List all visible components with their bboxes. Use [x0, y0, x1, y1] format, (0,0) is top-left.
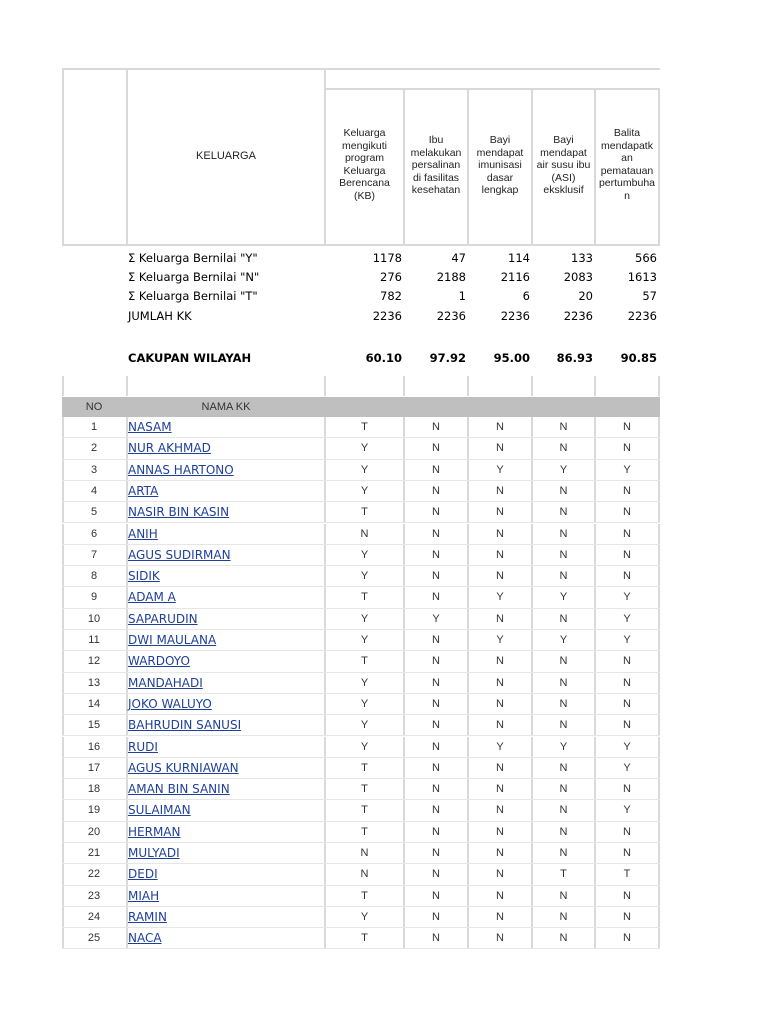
summary-value: 2236: [372, 309, 402, 323]
family-name-link[interactable]: ANNAS HARTONO: [128, 462, 234, 477]
summary-value: 2236: [436, 309, 466, 323]
cakupan-value: 90.85: [620, 351, 657, 365]
family-name-link[interactable]: SULAIMAN: [128, 803, 191, 818]
indicator-value: N: [559, 783, 568, 796]
column-header-line: Balita: [613, 127, 641, 139]
indicator-value: N: [496, 761, 504, 774]
row-number: 24: [87, 910, 101, 923]
indicator-value: N: [432, 655, 440, 668]
indicator-value: N: [432, 442, 440, 455]
indicator-value: Y: [496, 463, 504, 476]
indicator-value: T: [560, 868, 567, 881]
indicator-value: N: [496, 655, 504, 668]
indicator-value: Y: [623, 804, 631, 817]
column-header-line: kesehatan: [411, 184, 461, 197]
column-header-nama: NAMA KK: [201, 401, 251, 413]
summary-value: 2116: [500, 270, 530, 284]
indicator-value: Y: [360, 634, 369, 646]
indicator-value: Y: [360, 676, 369, 689]
indicator-value: N: [432, 910, 440, 923]
indicator-value: Y: [360, 442, 369, 455]
indicator-value: Y: [496, 634, 504, 646]
indicator-value: N: [496, 506, 504, 519]
indicator-value: N: [432, 740, 440, 753]
indicator-value: N: [432, 761, 440, 774]
indicator-value: N: [623, 719, 631, 732]
indicator-value: Y: [623, 761, 631, 774]
family-name-link[interactable]: RAMIN: [128, 909, 167, 924]
indicator-value: N: [496, 421, 504, 433]
row-number: 14: [87, 697, 101, 710]
row-number: 19: [87, 804, 101, 817]
indicator-value: N: [559, 761, 568, 774]
indicator-value: N: [559, 548, 568, 561]
indicator-value: N: [432, 932, 440, 945]
table-row: [62, 417, 660, 438]
grid-line: [658, 800, 660, 820]
family-name-link[interactable]: AGUS KURNIAWAN: [128, 760, 239, 775]
row-number: 8: [90, 570, 98, 583]
indicator-value: N: [559, 506, 568, 519]
column-header-line: Berencana: [339, 177, 390, 190]
family-name-link[interactable]: SIDIK: [128, 569, 160, 584]
indicator-value: N: [496, 527, 504, 540]
grid-line: [658, 907, 660, 927]
column-header-no: NO: [85, 401, 103, 413]
indicator-value: N: [559, 421, 568, 433]
indicator-value: N: [432, 783, 440, 796]
family-name-link[interactable]: ANIH: [128, 526, 158, 541]
cakupan-value: 60.10: [365, 351, 402, 365]
row-number: 10: [87, 612, 101, 625]
family-name-link[interactable]: JOKO WALUYO: [128, 696, 212, 711]
table-row: [62, 673, 660, 694]
summary-value: 2236: [500, 309, 530, 323]
indicator-value: N: [432, 570, 440, 583]
indicator-value: N: [432, 463, 440, 476]
summary-value: 566: [635, 251, 657, 265]
row-number: 4: [90, 484, 98, 497]
summary-row: [62, 267, 660, 287]
row-number: 7: [90, 548, 98, 561]
indicator-value: N: [559, 804, 568, 817]
column-header-line: Keluarga: [343, 127, 386, 139]
row-number: 16: [87, 740, 101, 753]
family-name-link[interactable]: AGUS SUDIRMAN: [128, 547, 231, 562]
indicator-value: N: [559, 910, 568, 923]
table-row: [62, 800, 660, 821]
table-row: [62, 587, 660, 608]
indicator-value: N: [496, 570, 504, 583]
indicator-value: T: [361, 591, 368, 604]
indicator-value: N: [559, 570, 568, 583]
row-number: 1: [90, 421, 98, 433]
table-row: [62, 566, 660, 587]
indicator-value: N: [623, 932, 631, 945]
grid-line: [658, 502, 660, 522]
indicator-value: N: [432, 676, 440, 689]
indicator-value: N: [559, 442, 568, 455]
family-name-link[interactable]: RUDI: [128, 739, 158, 754]
grid-line: [658, 460, 660, 480]
indicator-value: N: [432, 506, 440, 519]
grid-line: [658, 864, 660, 884]
indicator-value: Y: [559, 740, 568, 753]
row-number: 3: [90, 463, 98, 476]
indicator-value: N: [623, 910, 631, 923]
indicator-value: N: [432, 868, 440, 881]
column-header-line: program: [344, 152, 385, 165]
grid-line: [658, 822, 660, 842]
indicator-value: N: [432, 484, 440, 497]
indicator-value: N: [432, 548, 440, 561]
grid-line: [658, 737, 660, 757]
indicator-value: N: [496, 804, 504, 817]
grid-line: [658, 715, 660, 735]
column-header-1: [326, 127, 403, 203]
summary-value: 1613: [627, 270, 657, 284]
indicator-value: Y: [559, 463, 568, 476]
column-header-line: n: [624, 189, 630, 202]
column-header-line: dasar: [486, 171, 514, 184]
column-header-line: Bayi: [489, 134, 511, 146]
grid-line: [658, 630, 660, 650]
indicator-value: T: [361, 889, 368, 902]
table-row: [62, 460, 660, 481]
summary-value: 782: [380, 289, 402, 303]
indicator-value: N: [432, 719, 440, 732]
summary-value: 6: [522, 289, 530, 303]
table-row: [62, 481, 660, 502]
column-header-line: Keluarga: [343, 164, 386, 177]
summary-value: 276: [380, 270, 402, 284]
indicator-value: N: [432, 804, 440, 817]
table-row: [62, 524, 660, 545]
grid-line: [658, 481, 660, 501]
header-block: [62, 68, 660, 246]
column-header-line: mendapat: [476, 146, 524, 159]
row-number: 17: [87, 761, 101, 774]
column-header-line: mendapat: [540, 146, 587, 159]
indicator-value: T: [361, 421, 368, 433]
row-number: 18: [87, 783, 101, 796]
grid-line: [658, 609, 660, 629]
indicator-value: Y: [623, 634, 631, 646]
indicator-value: Y: [360, 740, 369, 753]
row-number: 20: [87, 825, 101, 838]
indicator-value: Y: [559, 634, 568, 646]
cakupan-row: [62, 348, 660, 368]
column-header-line: air susu ibu: [536, 159, 591, 172]
table-row: [62, 758, 660, 779]
column-header-line: an: [621, 152, 633, 165]
indicator-value: N: [496, 847, 504, 859]
family-name-link[interactable]: MULYADI: [128, 846, 180, 860]
indicator-value: Y: [360, 910, 369, 923]
family-name-link[interactable]: WARDOYO: [128, 654, 190, 669]
grid-line: [658, 417, 660, 437]
column-header-line: persalinan: [411, 159, 461, 172]
indicator-value: N: [623, 506, 631, 519]
table-row: [62, 651, 660, 672]
indicator-value: N: [360, 847, 369, 859]
family-name-link[interactable]: NASAM: [128, 420, 172, 434]
indicator-value: N: [623, 484, 631, 497]
indicator-value: N: [623, 676, 631, 689]
indicator-value: N: [623, 442, 631, 455]
grid-line: [658, 587, 660, 607]
cakupan-value: 95.00: [493, 351, 530, 365]
table-row: [62, 928, 660, 949]
summary-value: 1178: [372, 251, 402, 265]
summary-value: 47: [451, 251, 466, 265]
indicator-value: N: [623, 570, 631, 583]
grid-line: [658, 758, 660, 778]
grid-line: [658, 545, 660, 565]
indicator-value: N: [623, 655, 631, 668]
row-number: 2: [90, 442, 98, 455]
indicator-value: N: [432, 697, 440, 710]
column-header-line: lengkap: [481, 184, 519, 197]
family-name-link[interactable]: MANDAHADI: [128, 675, 203, 690]
indicator-value: N: [559, 676, 568, 689]
summary-row: [62, 286, 660, 306]
row-number: 25: [87, 932, 101, 945]
indicator-value: Y: [496, 591, 504, 604]
grid-line: [658, 566, 660, 586]
table-row: [62, 822, 660, 843]
table-row: [62, 715, 660, 736]
summary-row: [62, 248, 660, 268]
indicator-value: N: [559, 825, 568, 838]
column-header-line: mengikuti: [342, 139, 387, 152]
family-name-link[interactable]: DEDI: [128, 867, 158, 882]
summary-label: Σ Keluarga Bernilai "N": [128, 270, 260, 284]
indicator-value: Y: [559, 591, 568, 604]
summary-value: 57: [642, 289, 657, 303]
indicator-value: Y: [360, 463, 369, 476]
indicator-value: N: [496, 889, 504, 902]
keluarga-label: KELUARGA: [196, 150, 256, 162]
indicator-value: N: [360, 868, 369, 881]
indicator-value: T: [361, 932, 368, 945]
indicator-value: N: [432, 825, 440, 838]
column-header-line: mendapatk: [601, 139, 653, 152]
indicator-value: N: [623, 548, 631, 561]
summary-value: 1: [458, 289, 466, 303]
grid-line: [658, 651, 660, 671]
row-number: 6: [90, 527, 98, 540]
indicator-value: Y: [360, 612, 369, 625]
column-header-line: (ASI): [551, 171, 576, 184]
indicator-value: N: [559, 932, 568, 945]
indicator-value: N: [432, 889, 440, 902]
summary-row: [62, 306, 660, 326]
grid-line: [658, 524, 660, 544]
column-header-4: [533, 134, 594, 197]
indicator-value: N: [559, 655, 568, 668]
column-header-3: [469, 134, 531, 197]
indicator-value: Y: [360, 484, 369, 497]
column-header-line: Ibu: [428, 134, 444, 146]
indicator-value: N: [623, 421, 631, 433]
table-row: [62, 843, 660, 864]
table-row: [62, 779, 660, 800]
cakupan-value: 86.93: [556, 351, 593, 365]
indicator-value: N: [559, 612, 568, 625]
indicator-value: T: [361, 761, 368, 774]
indicator-value: Y: [623, 740, 631, 753]
indicator-value: Y: [623, 612, 631, 625]
family-name-link[interactable]: HERMAN: [128, 824, 181, 839]
indicator-value: N: [432, 847, 440, 859]
family-name-link[interactable]: NUR AKHMAD: [128, 441, 211, 456]
family-name-link[interactable]: AMAN BIN SANIN: [128, 782, 230, 797]
indicator-value: N: [559, 889, 568, 902]
indicator-value: Y: [623, 463, 631, 476]
indicator-value: N: [496, 910, 504, 923]
row-number: 21: [87, 847, 101, 859]
cakupan-value: 97.92: [429, 351, 466, 365]
column-header-line: pertumbuha: [598, 177, 656, 190]
grid-line: [658, 843, 660, 863]
indicator-value: N: [623, 825, 631, 838]
indicator-value: N: [559, 697, 568, 710]
family-name-link[interactable]: ARTA: [128, 483, 159, 498]
family-name-link[interactable]: NACA: [128, 931, 162, 946]
family-name-link[interactable]: ADAM A: [128, 590, 176, 605]
indicator-value: N: [496, 697, 504, 710]
table-row: [62, 737, 660, 758]
indicator-value: N: [623, 697, 631, 710]
row-number: 23: [87, 889, 101, 902]
row-number: 9: [90, 591, 98, 604]
table-row: [62, 609, 660, 630]
column-header-line: di fasilitas: [412, 171, 460, 184]
row-number: 11: [88, 634, 100, 646]
summary-label: Σ Keluarga Bernilai "T": [128, 289, 258, 303]
column-header-line: (KB): [354, 189, 375, 202]
indicator-value: Y: [360, 548, 369, 561]
table-row: [62, 502, 660, 523]
grid-line: [658, 673, 660, 693]
row-number: 13: [87, 676, 101, 689]
summary-value: 114: [508, 251, 530, 265]
indicator-value: T: [361, 825, 368, 838]
indicator-value: T: [361, 804, 368, 817]
indicator-value: N: [360, 527, 369, 540]
column-header-line: Bayi: [553, 134, 574, 146]
family-name-link[interactable]: MIAH: [128, 888, 160, 903]
indicator-value: Y: [360, 719, 369, 732]
grid-line: [658, 928, 660, 948]
table-row: [62, 864, 660, 885]
summary-value: 2188: [436, 270, 466, 284]
row-number: 22: [87, 868, 101, 881]
table-row: [62, 630, 660, 651]
indicator-value: N: [623, 527, 631, 540]
column-header-2: [405, 134, 467, 197]
indicator-value: N: [496, 719, 504, 732]
indicator-value: N: [496, 825, 504, 838]
column-header-line: pematauan: [600, 164, 654, 177]
indicator-value: N: [623, 783, 631, 796]
indicator-value: N: [496, 612, 504, 625]
indicator-value: N: [496, 442, 504, 455]
column-header-line: imunisasi: [478, 159, 522, 172]
indicator-value: N: [559, 527, 568, 540]
column-header-5: [596, 127, 658, 203]
table-row: [62, 438, 660, 459]
indicator-value: N: [432, 421, 440, 433]
indicator-value: N: [623, 847, 631, 859]
indicator-value: N: [432, 591, 440, 604]
indicator-value: N: [496, 868, 504, 881]
indicator-value: N: [559, 847, 568, 859]
summary-value: 20: [578, 289, 593, 303]
indicator-value: N: [432, 634, 440, 646]
family-name-link[interactable]: BAHRUDIN SANUSI: [128, 718, 242, 733]
indicator-value: T: [361, 655, 368, 668]
indicator-value: Y: [360, 697, 369, 710]
indicator-value: N: [496, 548, 504, 561]
grid-line: [658, 438, 660, 458]
table-row: [62, 907, 660, 928]
indicator-value: Y: [432, 612, 440, 625]
summary-value: 2236: [627, 309, 657, 323]
family-name-link[interactable]: DWI MAULANA: [128, 633, 217, 647]
table-row: [62, 694, 660, 715]
column-header-line: eksklusif: [543, 184, 584, 197]
row-number: 15: [87, 719, 101, 732]
indicator-value: N: [496, 676, 504, 689]
indicator-value: N: [496, 932, 504, 945]
indicator-value: N: [432, 527, 440, 540]
summary-label: JUMLAH KK: [128, 309, 192, 323]
indicator-value: T: [361, 783, 368, 796]
column-header-line: melakukan: [410, 146, 462, 159]
summary-value: 2083: [563, 270, 593, 284]
indicator-value: N: [623, 889, 631, 902]
summary-value: 133: [571, 251, 593, 265]
summary-value: 2236: [563, 309, 593, 323]
indicator-value: N: [496, 783, 504, 796]
table-row: [62, 545, 660, 566]
indicator-value: T: [623, 868, 631, 881]
grid-line: [658, 779, 660, 799]
summary-label: Σ Keluarga Bernilai "Y": [128, 251, 258, 265]
row-number: 12: [87, 655, 101, 668]
indicator-value: N: [559, 484, 568, 497]
grid-line: [658, 694, 660, 714]
table-row: [62, 886, 660, 907]
indicator-value: N: [559, 719, 568, 732]
indicator-value: Y: [496, 740, 504, 753]
table-header-row: [62, 397, 660, 417]
indicator-value: Y: [360, 570, 369, 583]
grid-line: [658, 886, 660, 906]
indicator-value: Y: [623, 591, 631, 604]
family-name-link[interactable]: NASIR BIN KASIN: [128, 505, 230, 520]
cakupan-label: CAKUPAN WILAYAH: [128, 351, 252, 365]
row-number: 5: [90, 506, 98, 519]
indicator-value: T: [361, 506, 368, 519]
indicator-value: N: [496, 484, 504, 497]
family-name-link[interactable]: SAPARUDIN: [128, 611, 198, 626]
